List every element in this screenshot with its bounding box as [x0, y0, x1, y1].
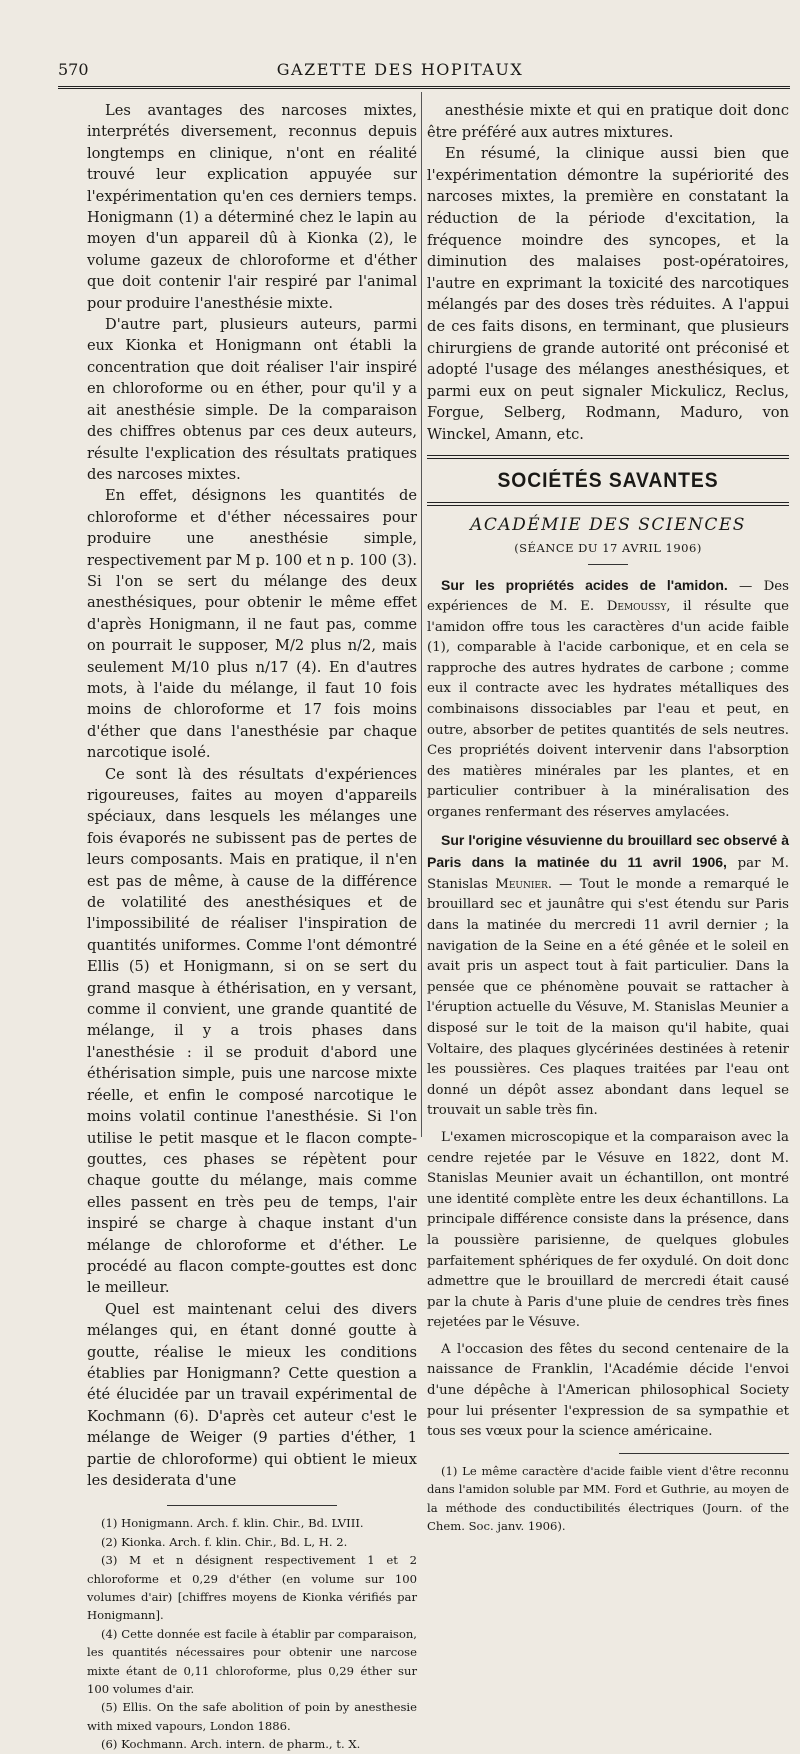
page-number: 570: [58, 60, 89, 79]
section-title: SOCIÉTÉS SAVANTES: [497, 468, 719, 492]
short-rule: [588, 564, 628, 565]
footnote: (3) M et n désignent respectivement 1 et 2 chloroforme et 0,29 d'éther (en volume sur 100 volumes d'air) [chiffres moyens de Kionka vérifiés par Honigmann].: [87, 1553, 417, 1623]
paragraph: A l'occasion des fêtes du second centenaire de la naissance de Franklin, l'Académie décide l'envoi d'une dépêche à l'American philosophical Society pour lui présenter l'expression de sa sympathie et tous ses vœux pour la science américaine.: [427, 1341, 789, 1440]
text: . — Tout le monde a remarqué le brouillard sec et jaunâtre qui s'est étendu sur Paris dans la matinée du mercredi 11 avril dernier ; la navigation de la Seine en a été gênée et le soleil en avait pris un aspect tout à fait particulier. Dans la pensée que ce phénomène pouvait se rattacher à l'éruption actuelle du Vésuve, M. Stanislas Meunier a disposé sur le toit de la maison qu'il habite, quai Voltaire, des plaques glycérinées destinées à retenir les poussières. Ces plaques traitées par l'eau ont donné un dépôt assez abondant dans lequel se trouvait un sable très fin.: [427, 876, 789, 1119]
paragraph: En résumé, la clinique aussi bien que l'expérimentation démontre la supériorité des narcoses mixtes, la première en constatant la réduction de la période d'excitation, la fréquence moindre des syncopes, et la diminution des malaises post-opératoires, l'autre en exprimant la toxicité des narcotiques mélangés par des doses très réduites. A l'appui de ces faits disons, en terminant, que plusieurs chirurgiens de grande autorité ont préconisé et adopté l'usage des mélanges anesthésiques, et parmi eux on peut signaler Mickulicz, Reclus, Forgue, Selberg, Rodmann, Maduro, von Winckel, Amann, etc.: [427, 145, 789, 443]
footnote: (6) Kochmann. Arch. intern. de pharm., t. X.: [101, 1737, 361, 1752]
session-date: (SÉANCE DU 17 AVRIL 1906): [514, 540, 702, 555]
paragraph: Quel est maintenant celui des divers mélanges qui, en étant donné goutte à goutte, réalise le mieux les conditions établies par Honigmann? Cette question a été élucidée par un travail expérimental de Kochmann (6). D'après cet auteur c'est le mélange de Weiger (9 parties d'éther, 1 partie de chloroforme) qui obtient le mieux les desiderata d'une: [87, 1300, 417, 1489]
left-footnotes: [87, 1505, 417, 1753]
right-body-bottom: [427, 575, 789, 1443]
footnote: (5) Ellis. On the safe abolition of poin by anesthesie with mixed vapours, London 1886.: [87, 1700, 417, 1733]
paragraph: Les avantages des narcoses mixtes, interprétés diversement, reconnus depuis longtemps en clinique, n'ont en réalité trouvé leur explication appuyée sur l'expérimentation qu'en ces derniers temps. Honigmann (1) a déterminé chez le lapin au moyen d'un appareil dû à Kionka (2), le volume gazeux de chloroforme et d'éther que doit contenir l'air respiré par l'animal pour produire l'anesthésie mixte.: [87, 102, 417, 312]
left-body: [87, 100, 417, 1491]
paragraph: Ce sont là des résultats d'expériences rigoureuses, faites au moyen d'appareils spéciaux, dans lesquels les mélanges une fois évaporés ne subissent pas de pertes de leurs composants. Mais en pratique, il n'en est pas de même, à cause de la différence de volatilité des anesthésiques et de l'impossibilité de réaliser l'inspiration de quantités uniformes. Comme l'ont démontré Ellis (5) et Honigmann, si on se sert du grand masque à éthérisation, en y versant, comme il convient, une grande quantité de mélange, il y a trois phases dans l'anesthésie : il se produit d'abord une éthérisation simple, puis une narcose mixte réelle, et enfin le composé narcotique le moins volatil continue l'anesthésie. Si l'on utilise le petit masque et le flacon compte-gouttes, ces phases se répètent pour chaque goutte du mélange, mais comme elles passent en très peu de temps, l'air inspiré se charge à chaque instant d'un mélange de chloroforme et d'éther. Le procédé au flacon compte-gouttes est donc le meilleur.: [87, 765, 417, 1297]
paragraph: L'examen microscopique et la comparaison avec la cendre rejetée par le Vésuve en 1822, dont M. Stanislas Meunier avait un échantillon, ont montré une identité complète entre les deux échantillons. La principale différence consiste dans la présence, dans la poussière parisienne, de quelques globules parfaitement sphériques de fer oxydulé. On doit donc admettre que le brouillard de mercredi était causé par la chute à Paris d'une pluie de cendres très fines rejetées par le Vésuve.: [427, 1129, 789, 1331]
column-divider: [421, 92, 422, 1137]
section-rule-bottom: [427, 502, 789, 506]
author-name: Meunier: [495, 876, 548, 892]
paragraph-amidon: [427, 575, 789, 824]
footnote: (2) Kionka. Arch. f. klin. Chir., Bd. L, H. 2.: [101, 1534, 348, 1549]
run-in-title: Sur l'origine vésuvienne du brouillard sec observé à Paris dans la matinée du 11 avril 1906,: [427, 831, 789, 871]
paragraph: anesthésie mixte et qui en pratique doit donc être préféré aux autres mixtures.: [427, 102, 789, 141]
text: — Des expériences de M. E.: [427, 578, 789, 615]
author-name: Demoussy: [606, 599, 667, 615]
footnote-rule: [167, 1505, 337, 1506]
paragraph: En effet, désignons les quantités de chloroforme et d'éther nécessaires pour produire une anesthésie simple, respectivement par M p. 100 et n p. 100 (3). Si l'on se sert du mélange des deux anesthésiques, pour obtenir le même effet d'après Honigmann, il ne faut pas, comme on pourrait le supposer, M/2 plus n/2, mais seulement M/10 plus n/17 (4). En d'autres mots, à l'aide du mélange, il faut 10 fois moins de chloroforme et 17 fois moins d'éther que dans l'anesthésie par chaque narcotique isolé.: [87, 487, 417, 762]
run-in-title: Sur les propriétés acides de l'amidon.: [441, 576, 728, 593]
paragraph: D'autre part, plusieurs auteurs, parmi eux Kionka et Honigmann ont établi la concentration que doit réaliser l'air inspiré en chloroforme ou en éther, pour qu'il y a ait anesthésie simple. De la comparaison des chiffres obtenus par ces deux auteurs, résulte l'explication des résultats pratiques des narcoses mixtes.: [87, 316, 417, 483]
header-rule: [58, 86, 790, 89]
footnote: (1) Le même caractère d'acide faible vient d'être reconnu dans l'amidon soluble par MM. Ford et Guthrie, au moyen de la méthode des conductibilités électriques (Journ. of the Chem. Soc. janv. 1906).: [427, 1463, 789, 1534]
right-body-top: [427, 100, 789, 446]
right-column: [427, 100, 789, 1535]
left-column: [87, 100, 417, 1754]
running-head: GAZETTE DES HOPITAUX: [276, 60, 524, 79]
footnote: (1) Honigmann. Arch. f. klin. Chir., Bd. LVIII.: [101, 1516, 364, 1531]
right-footnotes: [427, 1453, 789, 1536]
section-rule-top: [427, 455, 789, 459]
paragraph-brouillard: [427, 830, 789, 1122]
academy-heading: ACADÉMIE DES SCIENCES: [470, 514, 746, 535]
footnote: (4) Cette donnée est facile à établir par comparaison, les quantités nécessaires pour obtenir une narcose mixte étant de 0,11 chloroforme, plus 0,29 éther sur 100 volumes d'air.: [87, 1626, 417, 1697]
text: , il résulte que l'amidon offre tous les caractères d'un acide faible (1), comparable à l'acide carbonique, et en cela se rapproche des autres hydrates de carbone ; comme eux il contracte avec les hydrates métalliques des combinaisons dissociables par l'eau et peut, en outre, absorber de petites quantités de sels neutres. Ces propriétés doivent intervenir dans l'absorption des matières minérales par les plantes, et en particulier contribuer à la minéralisation des organes renfermant des réserves amylacées.: [427, 599, 789, 821]
text: par M. Stanislas: [427, 856, 789, 892]
footnote-rule: [619, 1453, 789, 1454]
